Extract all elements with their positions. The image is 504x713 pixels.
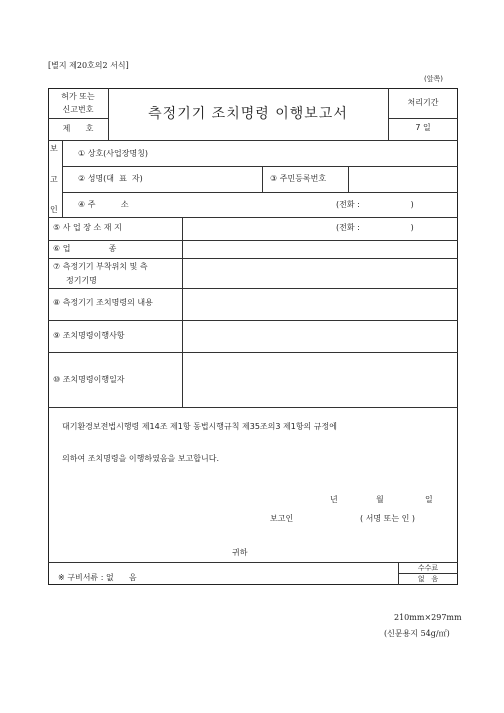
business-type-field[interactable] bbox=[186, 242, 455, 256]
rule-fee-split bbox=[398, 573, 458, 574]
rule-statement-bottom bbox=[48, 562, 458, 563]
rule-business-location bbox=[48, 240, 458, 241]
reporter-side-char-2: 고 bbox=[50, 175, 58, 184]
fulfillment-field[interactable] bbox=[186, 322, 455, 350]
rule-processing-split bbox=[388, 118, 458, 119]
form-number: [별지 제20호의2 서식] bbox=[48, 61, 129, 70]
paper-stock: (신문용지 54g/㎡) bbox=[384, 629, 450, 638]
rule-processing-left bbox=[388, 88, 389, 140]
address-field[interactable] bbox=[190, 194, 330, 215]
form-title: 측정기기 조치명령 이행보고서 bbox=[148, 106, 348, 122]
device-location-field[interactable] bbox=[186, 260, 455, 286]
address-phone[interactable]: (전화 : ) bbox=[336, 200, 414, 209]
rule-reporter-bottom bbox=[48, 217, 458, 218]
paper-size: 210mm×297mm bbox=[394, 613, 462, 622]
fee-value: 없 음 bbox=[417, 575, 439, 583]
rule-permit-split bbox=[48, 118, 108, 119]
rule-device-location bbox=[48, 288, 458, 289]
fulfillment-date-label: ⑩ 조치명령이행일자 bbox=[53, 375, 125, 384]
statement-line-1: 대기환경보전법시행령 제14조 제1항 동법시행규칙 제35조의3 제1항의 규정에 bbox=[62, 422, 337, 431]
address-label: ④ 주 소 bbox=[78, 200, 129, 209]
front-page-label: (앞쪽) bbox=[424, 75, 443, 83]
permit-number-label: 제 호 bbox=[62, 124, 94, 133]
business-phone[interactable]: (전화 : ) bbox=[336, 223, 414, 232]
resident-number-label: ③ 주민등록번호 bbox=[270, 174, 327, 183]
permit-label-line1: 허가 또는 bbox=[61, 92, 95, 101]
order-content-field[interactable] bbox=[186, 290, 455, 318]
required-documents: ※ 구비서류 : 없 음 bbox=[58, 573, 137, 582]
permit-label-line2: 신고번호 bbox=[62, 105, 94, 114]
device-location-label-1: ⑦ 측정기기 부착위치 및 측 bbox=[53, 262, 148, 271]
trade-name-field[interactable] bbox=[190, 142, 455, 164]
fee-label: 수수료 bbox=[417, 564, 439, 572]
fulfillment-label: ⑨ 조치명령이행사항 bbox=[53, 331, 125, 340]
rule-order-content bbox=[48, 320, 458, 321]
rule-header-bottom bbox=[48, 140, 458, 141]
business-location-field[interactable] bbox=[186, 219, 331, 238]
processing-period-label: 처리기간 bbox=[407, 98, 439, 107]
business-type-label: ⑥ 업 종 bbox=[53, 244, 117, 253]
order-content-label: ⑧ 측정기기 조치명령의 내용 bbox=[53, 298, 153, 307]
statement-line-2: 의하여 조치명령을 이행하였음을 보고합니다. bbox=[62, 454, 220, 463]
trade-name-label: ① 상호(사업장명칭) bbox=[78, 149, 149, 158]
reporter-side-char-1: 보 bbox=[50, 144, 58, 153]
date-month[interactable]: 월 bbox=[376, 495, 384, 504]
rule-business-type bbox=[48, 258, 458, 259]
date-year[interactable]: 년 bbox=[330, 495, 338, 504]
rule-resident-no-right bbox=[348, 166, 349, 192]
processing-period-value: 7 일 bbox=[415, 123, 431, 132]
rule-reporter-1 bbox=[62, 166, 458, 167]
rule-reporter-2 bbox=[62, 192, 458, 193]
representative-name-field[interactable] bbox=[195, 168, 259, 190]
fulfillment-date-field[interactable] bbox=[186, 354, 455, 405]
business-location-label: ⑤ 사 업 장 소 재 지 bbox=[53, 223, 122, 232]
recipient-label: 귀하 bbox=[232, 548, 248, 557]
rule-fulfillment-date bbox=[48, 407, 458, 408]
rule-reporter-side bbox=[62, 140, 63, 217]
rule-fulfillment bbox=[48, 352, 458, 353]
rule-resident-no-left bbox=[262, 166, 263, 192]
date-day[interactable]: 일 bbox=[425, 495, 433, 504]
signature-field[interactable]: ( 서명 또는 인 ) bbox=[360, 514, 416, 523]
reporter-side-char-3: 인 bbox=[50, 205, 58, 214]
representative-name-label: ② 성명(대 표 자) bbox=[78, 174, 143, 183]
reporter-label: 보고인 bbox=[270, 514, 294, 523]
resident-number-field[interactable] bbox=[351, 168, 455, 190]
rule-label-column bbox=[182, 217, 183, 407]
device-location-label-2: 정기기명 bbox=[66, 276, 97, 285]
